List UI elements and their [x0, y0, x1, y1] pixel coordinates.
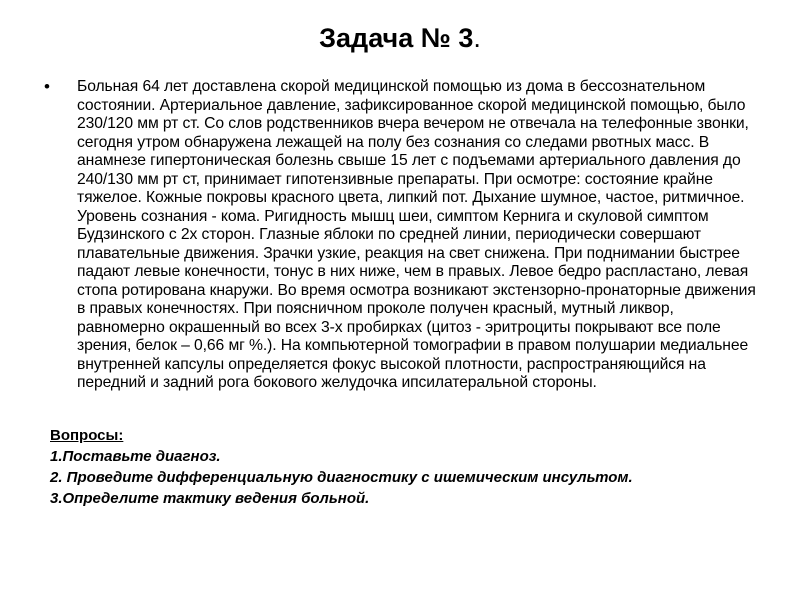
case-description-text: Больная 64 лет доставлена скорой медицинской помощью из дома в бессознательном состоянии. Артериальное давление, зафиксированное скорой медицинской помощью, было 230/120 мм рт ст. Со слов родственников вчера вечером не отвечала на телефонные звонки, сегодня утром обнаружена лежащей на полу без сознания со следами рвотных масс. В анамнезе гипертоническая болезнь свыше 15 лет с подъемами артериального давления до 240/130 мм рт ст, принимает гипотензивные препараты. При осмотре: состояние крайне тяжелое. Кожные покровы красного цвета, липкий пот. Дыхание шумное, частое, ритмичное. Уровень сознания - кома. Ригидность мышц шеи, симптом Кернига и скуловой симптом Будзинского с 2х сторон. Глазные яблоки по средней линии, периодически совершают плавательные движения. Зрачки узкие, реакция на свет снижена. При поднимании быстрее падают левые конечности, тонус в них ниже, чем в правых. Левое бедро распластано, левая стопа ротирована кнаружи. Во время осмотра возникают экстензорно-пронаторные движения в правых конечностях. При поясничном проколе получен красный, мутный ликвор, равномерно окрашенный во всех 3-х пробирках (цитоз - эритроциты покрывают все поле зрения, белок – 0,66 мг %.). На компьютерной томографии в правом полушарии медиальнее внутренней капсулы определяется фокус высокой плотности, распространяющийся на передний и задний рога бокового желудочка ипсилатеральной стороны.	[77, 78, 756, 391]
case-description-block	[44, 78, 756, 393]
question-item-2: 2. Проведите дифференциальную диагностику с ишемическим инсультом.	[50, 469, 633, 486]
questions-section	[50, 426, 770, 509]
slide-title	[0, 18, 800, 58]
slide-title-text: Задача № 3	[319, 23, 474, 53]
bullet-icon: •	[44, 77, 50, 96]
questions-heading: Вопросы:	[50, 427, 124, 444]
question-item-1: 1.Поставьте диагноз.	[50, 448, 221, 465]
question-item-3: 3.Определите тактику ведения больной.	[50, 490, 370, 507]
slide-title-dot: .	[473, 23, 481, 53]
